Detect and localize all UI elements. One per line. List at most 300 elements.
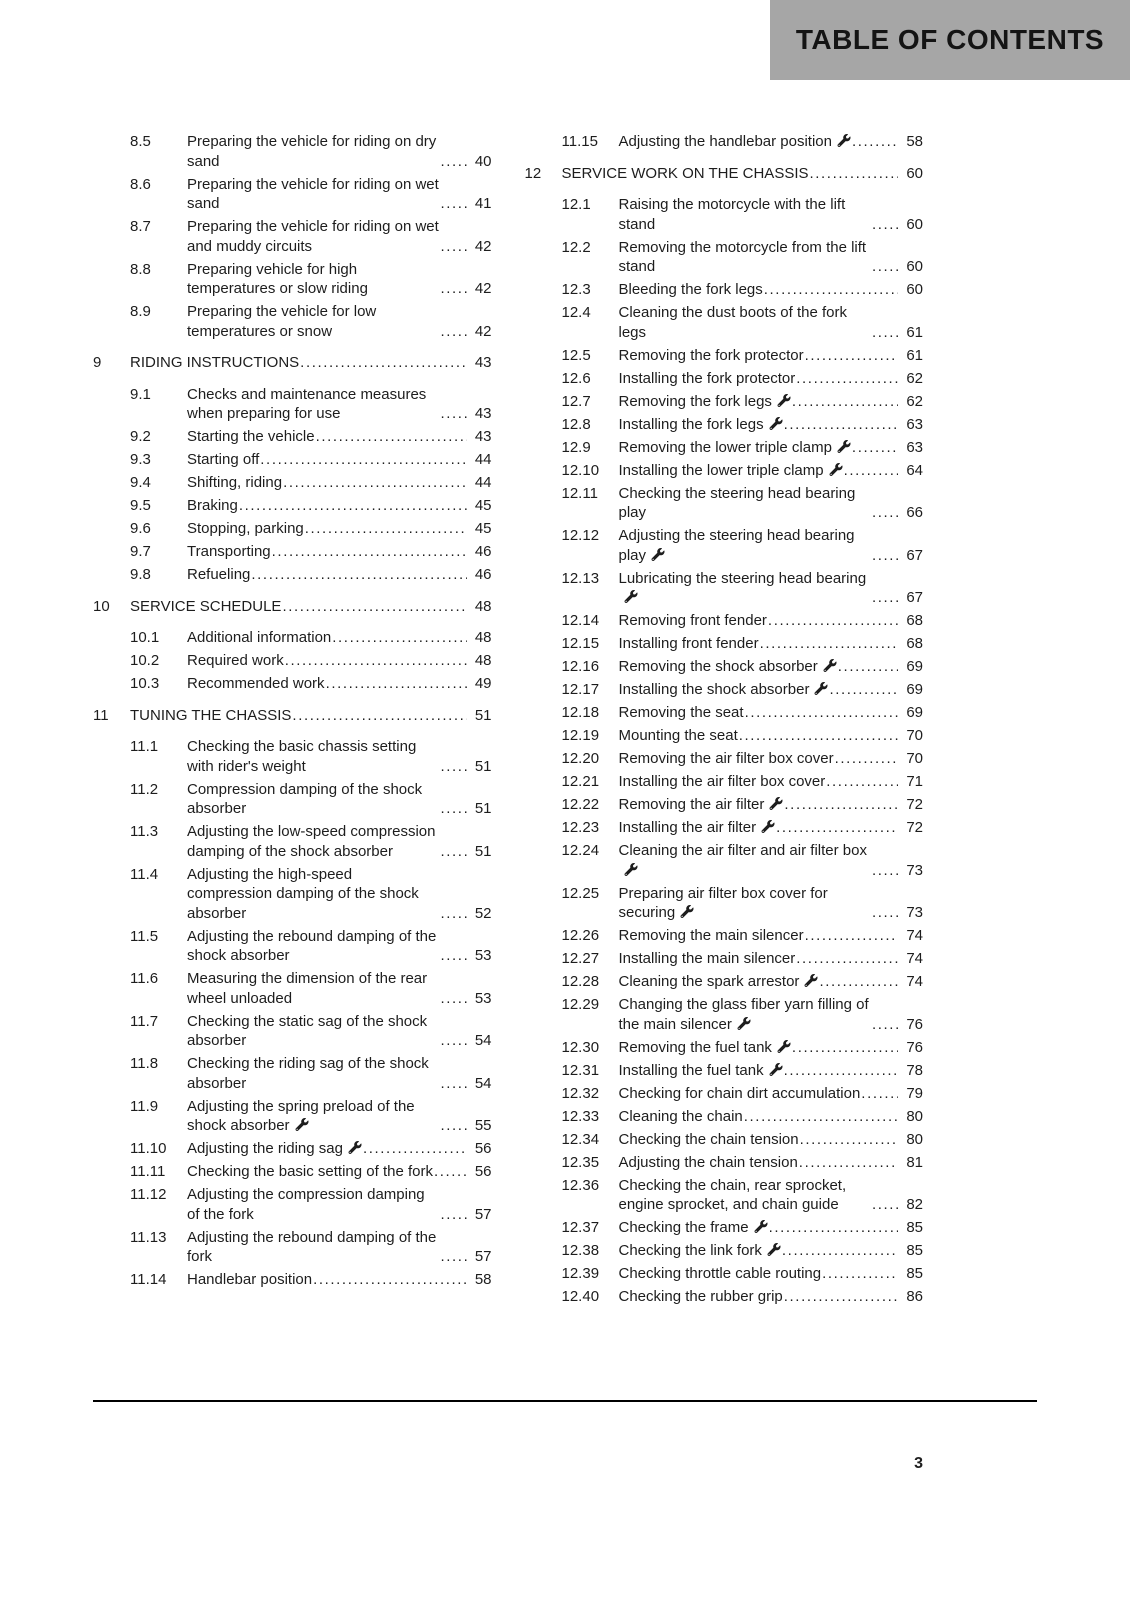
dot-leader [441,404,467,424]
dot-leader [810,164,899,184]
toc-entry-number: 11.2 [130,780,159,798]
toc-entry-body [187,132,492,171]
toc-entry-number: 12.40 [561,1288,600,1305]
toc-entry-body [619,280,924,300]
toc-entry-title-text: RIDING INSTRUCTIONS [130,354,300,371]
toc-entry-title-text: Cleaning the chain [618,1107,743,1125]
toc-entry-body [619,369,924,389]
toc-entry-title [619,1241,781,1261]
wrench-icon [777,1040,791,1053]
toc-entry [525,369,924,389]
toc-entry-page: 60 [906,215,923,233]
toc-entry [93,1012,492,1051]
dot-leader [441,1205,467,1225]
toc-entry-body [619,611,924,631]
toc-entry-title-text: SERVICE SCHEDULE [130,597,282,615]
toc-entry-number: 11.12 [130,1186,167,1203]
toc-entry [525,1218,924,1238]
toc-entry-title [619,772,826,792]
toc-entry-number: 9.4 [130,474,151,491]
toc-entry-number: 12.33 [561,1107,600,1125]
toc-entry-title-text: Refueling [187,566,251,583]
toc-entry-body [619,1107,924,1127]
dot-leader [805,926,898,946]
toc-entry-body [187,674,492,694]
toc-entry [525,1038,924,1058]
dot-leader [852,438,898,458]
toc-entry-title [187,175,440,214]
toc-entry [93,450,492,470]
toc-entry [525,569,924,608]
toc-entry-page: 86 [906,1288,923,1305]
toc-column-right [525,132,924,1310]
toc-entry-title-text: Installing the air filter box cover [618,773,826,790]
toc-entry-number: 9.7 [130,543,151,560]
toc-entry-title-text: Raising the motorcycle with the lift stand [618,196,846,233]
toc-entry-title-text: Installing the lower triple clamp [618,461,824,479]
toc-entry-title [187,385,440,424]
toc-entry-page: 72 [906,796,923,813]
toc-entry-title-text: Removing the fuel tank [618,1038,772,1056]
wrench-icon [754,1220,768,1233]
toc-entry-title [187,1228,440,1267]
toc-entry-number: 12.22 [561,796,600,813]
toc-entry-number: 12.18 [561,704,600,721]
toc-entry [525,415,924,435]
toc-entry [93,628,492,648]
toc-entry [93,822,492,861]
toc-entry-title-text: Mounting the seat [618,727,738,744]
dot-leader [796,369,898,389]
toc-entry-page: 46 [474,566,492,583]
toc-entry-number: 9.2 [130,428,151,445]
dot-leader [441,237,467,257]
toc-entry-body [187,1139,492,1159]
toc-entry-title-text: Bleeding the fork legs [618,281,763,298]
toc-entry-title [619,995,872,1034]
toc-entry-title-text: Removing front fender [618,612,767,629]
toc-entry-page: 43 [474,428,492,445]
toc-entry [525,484,924,523]
toc-entry-title [619,680,829,700]
dot-leader [835,749,898,769]
toc-entry-page: 54 [474,1074,492,1092]
toc-entry-page: 46 [474,543,492,560]
dot-leader [826,772,898,792]
dot-leader [316,427,467,447]
toc-entry [93,969,492,1008]
toc-entry [93,132,492,171]
toc-entry-title [619,392,791,412]
wrench-icon [737,1017,751,1030]
toc-entry [525,132,924,152]
toc-entry-title-text: Checks and maintenance measures when preparing for use [187,385,427,422]
toc-entry-page: 41 [474,195,492,212]
toc-entry-number: 12.17 [561,681,600,698]
toc-entry [93,927,492,966]
toc-entry-body [187,927,492,966]
dot-leader [441,946,467,966]
toc-entry-title-text: Preparing air filter box cover for securing [618,884,828,921]
toc-entry-body [187,651,492,671]
toc-entry-title [619,611,767,631]
wrench-icon [769,417,783,430]
toc-entry-title-text: Adjusting the rebound damping of the fork [187,1228,437,1265]
toc-entry-page: 48 [474,652,492,669]
toc-entry-number: 12.25 [561,884,600,902]
toc-entry-title-text: Lubricating the steering head bearing [618,569,867,587]
toc-entry-title [619,461,843,481]
toc-entry-page: 48 [474,629,492,646]
dot-leader [745,703,898,723]
toc-entry [525,238,924,277]
toc-entry [525,949,924,969]
header-band [770,0,1130,80]
toc-entry-title-text: Removing the fork legs [618,392,772,410]
dot-leader [872,257,898,277]
toc-entry-title [187,260,440,299]
toc-entry-page: 70 [906,750,923,767]
toc-entry-body [187,496,492,516]
toc-entry-page: 53 [474,947,492,964]
toc-entry-body [619,1130,924,1150]
toc-entry-page: 51 [474,757,492,775]
toc-entry-number: 12.24 [561,842,600,859]
toc-entry-number: 8.9 [130,303,151,320]
toc-entry-number: 10.1 [130,629,160,646]
dot-leader [326,674,467,694]
dot-leader [764,280,898,300]
toc-entry [525,703,924,723]
toc-entry-title-text: Installing the air filter [618,819,757,836]
toc-entry [525,680,924,700]
toc-entry-body [619,392,924,412]
toc-entry-body [187,780,492,819]
dot-leader [872,903,898,923]
toc-entry-title-text: Installing the fork protector [618,369,796,387]
toc-entry-title-text: Recommended work [187,675,325,692]
toc-entry-page: 48 [474,597,492,615]
toc-entry-number: 12.35 [561,1153,600,1171]
page-title: TABLE OF CONTENTS [795,24,1105,55]
wrench-icon [624,590,638,603]
toc-entry-number: 12.19 [561,727,600,744]
dot-leader [852,132,898,152]
toc-entry-number: 10.3 [130,675,160,692]
toc-entry-number: 8.7 [130,218,151,235]
toc-entry [525,1264,924,1284]
toc-entry [525,1241,924,1261]
toc-entry [93,473,492,493]
dot-leader [792,392,898,412]
toc-entry-body [619,657,924,677]
toc-entry-title-text: Transporting [187,543,271,560]
toc-entry-title [187,865,440,924]
toc-entry-number: 12.29 [561,996,600,1013]
toc-entry-body [619,703,924,723]
toc-entry-title [619,369,796,389]
toc-entry-number: 11.4 [130,865,159,883]
toc-entry [525,1287,924,1307]
toc-entry-title [130,353,299,373]
toc-entry-body [130,597,492,617]
dot-leader [251,565,466,585]
toc-entry-title [619,1061,783,1081]
toc-entry-page: 63 [906,415,923,433]
toc-entry-title [187,737,440,776]
toc-entry-title-text: Preparing vehicle for high temperatures or slow riding [187,260,368,297]
dot-leader [782,1241,898,1261]
dot-leader [872,1015,898,1035]
dot-leader [784,1061,898,1081]
toc-entry-title [619,1264,822,1284]
toc-entry-page: 55 [474,1117,492,1134]
toc-entry [93,1139,492,1159]
toc-entry-page: 51 [474,706,492,724]
toc-entry [525,303,924,342]
wrench-icon [767,1243,781,1256]
toc-entry-page: 74 [906,973,923,990]
toc-entry-title [187,822,440,861]
toc-entry-title [187,969,440,1008]
toc-entry-page: 58 [474,1271,492,1288]
toc-entry-title [187,651,284,671]
toc-entry-title [619,972,819,992]
toc-entry-body [619,415,924,435]
toc-entry-page: 40 [474,152,492,170]
toc-entry-title-text: Checking throttle cable routing [618,1265,822,1282]
toc-entry-title-text: Checking the link fork [618,1242,762,1259]
toc-entry-number: 12.3 [561,281,591,298]
toc-entry-number: 12.13 [561,569,600,587]
toc-entry-title [619,795,784,815]
toc-entry-number: 11.3 [130,823,159,840]
toc-entry-page: 71 [906,773,923,790]
toc-entry-title-text: Checking the chain tension [618,1130,799,1148]
toc-entry-body [619,749,924,769]
toc-entry-page: 60 [906,281,923,298]
toc-entry [525,795,924,815]
toc-entry [93,1097,492,1136]
toc-entry [93,737,492,776]
toc-content [93,132,1037,1310]
toc-entry-body [187,969,492,1008]
toc-entry-title-text: Adjusting the high-speed compression damping of the shock absorber [187,865,419,922]
toc-entry-title [619,526,872,565]
toc-entry-title-text: Changing the glass fiber yarn filling of the main silencer [618,996,869,1033]
toc-entry-title-text: Checking the rubber grip [618,1288,783,1305]
toc-entry-title [187,628,331,648]
toc-entry-body [187,260,492,299]
toc-entry-page: 80 [906,1130,923,1148]
toc-entry-body [619,195,924,234]
dot-leader [441,1116,467,1136]
toc-entry [93,565,492,585]
toc-entry-page: 53 [474,989,492,1007]
toc-entry [525,280,924,300]
toc-entry [525,884,924,923]
toc-entry-page: 43 [474,354,492,371]
toc-entry-body [619,841,924,880]
toc-entry-page: 49 [474,675,492,692]
toc-entry-number: 12.28 [561,973,600,990]
toc-entry-title-text: Compression damping of the shock absorber [187,780,423,817]
dot-leader [332,628,466,648]
toc-entry [525,392,924,412]
wrench-icon [624,863,638,876]
toc-entry [93,519,492,539]
toc-entry [525,1130,924,1150]
toc-entry-title [619,438,851,458]
toc-entry-title-text: Adjusting the spring preload of the shock absorber [187,1097,415,1134]
toc-entry-title-text: Adjusting the steering head bearing play [618,527,855,564]
toc-entry-title-text: Cleaning the air filter and air filter box [618,842,867,859]
dot-leader [305,519,467,539]
toc-entry-body [562,164,924,184]
toc-entry-page: 57 [474,1248,492,1265]
toc-entry-title [619,726,738,746]
toc-entry-number: 12.34 [561,1130,600,1148]
toc-entry-number: 8.8 [130,260,151,278]
dot-leader [799,1153,898,1173]
toc-entry-number: 12.31 [561,1061,600,1079]
wrench-icon [837,134,851,147]
wrench-icon [804,974,818,987]
toc-entry-title-text: Removing the shock absorber [618,658,818,675]
toc-entry-page: 73 [906,861,923,879]
toc-entry-title-text: Stopping, parking [187,520,304,537]
toc-entry-page: 67 [906,589,923,606]
toc-entry-page: 78 [906,1061,923,1079]
toc-entry-title [187,542,271,562]
toc-entry-title-text: Adjusting the low-speed compression damping of the shock absorber [187,823,436,860]
toc-entry-page: 60 [906,258,923,275]
toc-entry-body [619,1061,924,1081]
toc-entry-page: 85 [906,1242,923,1259]
dot-leader [838,657,898,677]
toc-entry-title [619,484,872,523]
toc-entry [525,972,924,992]
toc-entry [525,1176,924,1215]
toc-entry-number: 9.8 [130,566,151,583]
toc-entry-title-text: Shifting, riding [187,474,283,491]
dot-leader [829,680,898,700]
toc-entry-page: 43 [474,405,492,422]
toc-entry [525,1153,924,1173]
toc-entry-title-text: Removing the main silencer [618,927,804,944]
toc-entry-title-text: Removing the seat [618,704,744,721]
toc-entry [525,526,924,565]
toc-entry-body [619,818,924,838]
toc-entry-number: 12.16 [561,658,600,675]
toc-entry-body [187,473,492,493]
toc-entry-body [619,569,924,608]
toc-entry-number: 9.1 [130,385,151,403]
wrench-icon [348,1141,362,1154]
toc-entry-title-text: Adjusting the rebound damping of the shock absorber [187,927,437,964]
toc-entry-number: 12.37 [561,1219,600,1236]
toc-entry-body [619,926,924,946]
toc-entry-page: 45 [474,520,492,537]
toc-entry-title-text: Preparing the vehicle for riding on dry sand [187,133,437,170]
dot-leader [283,473,466,493]
dot-leader [441,152,467,172]
toc-entry-title-text: Additional information [187,629,332,646]
toc-entry-title-text: Installing the main silencer [618,950,796,967]
dot-leader [784,415,898,435]
toc-entry-title-text: Adjusting the chain tension [618,1153,798,1171]
toc-entry [525,346,924,366]
toc-entry-body [187,385,492,424]
dot-leader [441,1074,467,1094]
toc-entry-page: 76 [906,1038,923,1056]
toc-entry [93,175,492,214]
toc-entry-number: 11.14 [130,1271,167,1288]
toc-entry-title-text: Installing the fuel tank [618,1061,764,1079]
wrench-icon [837,440,851,453]
toc-entry-title [187,927,440,966]
toc-entry-body [187,865,492,924]
dot-leader [313,1270,466,1290]
toc-entry-page: 62 [906,392,923,410]
toc-entry-number: 12.39 [561,1265,600,1282]
toc-entry-number: 12.2 [561,238,591,256]
toc-entry-body [619,1084,924,1104]
toc-entry [525,818,924,838]
toc-entry-title [619,195,872,234]
toc-entry-body [619,1287,924,1307]
toc-entry-number: 12.5 [561,346,591,364]
toc-entry-body [619,1038,924,1058]
toc-entry-title [562,164,809,184]
toc-entry-title-text: Checking the riding sag of the shock absorber [187,1055,429,1092]
toc-entry-title [619,884,872,923]
toc-entry-title [619,1107,743,1127]
toc-entry-page: 44 [474,474,492,491]
toc-entry-title [187,519,304,539]
toc-entry-page: 69 [906,658,923,675]
toc-entry [93,302,492,341]
toc-entry [525,195,924,234]
toc-entry-title [619,346,804,366]
wrench-icon [769,797,783,810]
toc-entry-title-text: TUNING THE CHASSIS [130,706,292,724]
toc-entry [93,865,492,924]
toc-entry [93,674,492,694]
toc-entry-number: 11.13 [130,1228,167,1246]
toc-entry-page: 82 [906,1196,923,1213]
toc-entry-body [619,1241,924,1261]
toc-entry-page: 42 [474,237,492,255]
toc-entry [93,427,492,447]
toc-entry-title [619,280,763,300]
toc-entry-body [619,884,924,923]
toc-entry-number: 12.4 [561,304,591,321]
dot-leader [739,726,898,746]
dot-leader [300,353,466,373]
dot-leader [872,861,898,881]
toc-entry [525,926,924,946]
toc-entry-title-text: Cleaning the spark arrestor [618,973,800,990]
toc-entry-number: 12.11 [561,484,598,502]
toc-entry-body [619,949,924,969]
dot-leader [800,1130,898,1150]
toc-entry-title-text: Starting off [187,451,260,468]
toc-entry-body [187,302,492,341]
toc-entry-title [187,1012,440,1051]
toc-entry-page: 69 [906,704,923,721]
toc-entry-number: 12.8 [561,415,591,433]
